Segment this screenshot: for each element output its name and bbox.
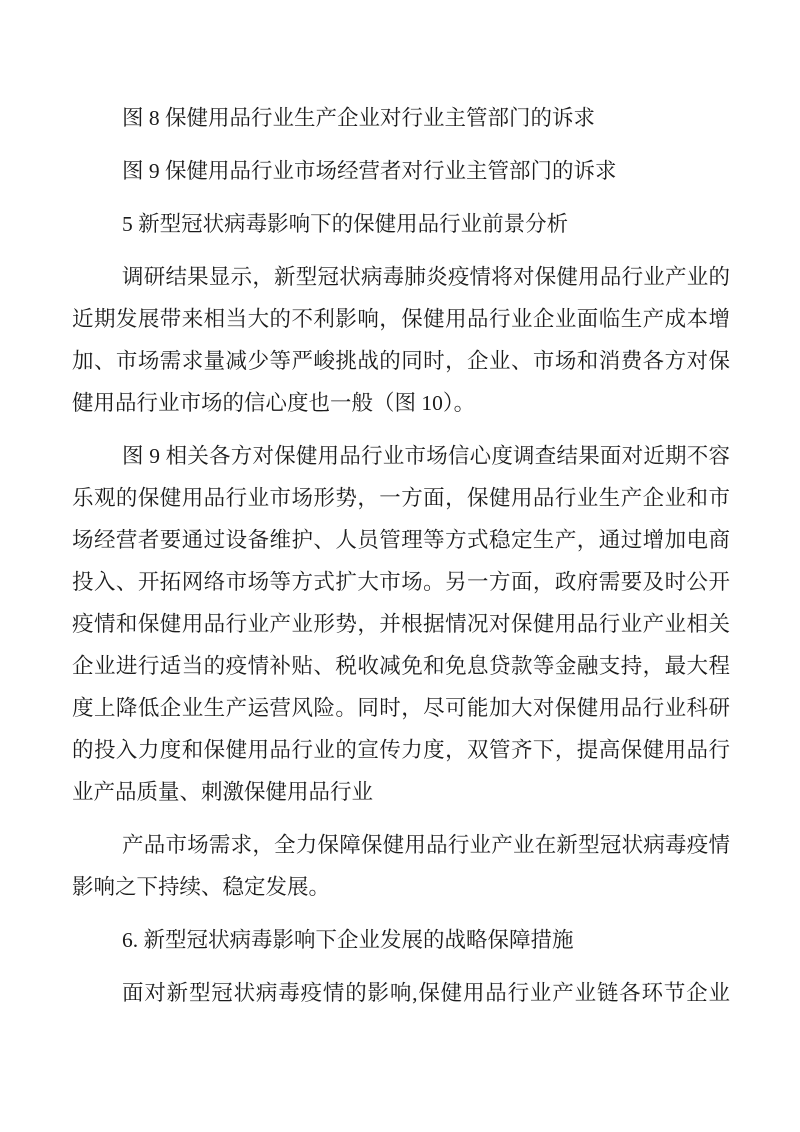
text-line: 的投入力度和保健用品行业的宣传力度，双管齐下，提高保健用品行 (72, 738, 730, 762)
paragraph-market-confidence (72, 435, 730, 813)
text-line: 6. 新型冠状病毒影响下企业发展的战略保障措施 (122, 928, 574, 952)
text-line: 加、市场需求量减少等严峻挑战的同时，企业、市场和消费各方对保 (72, 349, 730, 373)
text-line: 健用品行业市场的信心度也一般（图 10）。 (72, 391, 476, 415)
text-line: 投入、开拓网络市场等方式扩大市场。另一方面，政府需要及时公开 (72, 570, 730, 594)
text-line: 业产品质量、刺激保健用品行业 (72, 780, 374, 804)
section-heading-5 (72, 203, 730, 245)
figure-caption-8 (72, 97, 730, 139)
paragraph-product-demand (72, 824, 730, 908)
text-line: 度上降低企业生产运营风险。同时，尽可能加大对保健用品行业科研 (72, 696, 730, 720)
text-line: 影响之下持续、稳定发展。 (72, 875, 331, 899)
text-line: 图 8 保健用品行业生产企业对行业主管部门的诉求 (122, 106, 596, 130)
text-line: 调研结果显示，新型冠状病毒肺炎疫情将对保健用品行业产业的 (122, 265, 730, 289)
text-line: 5 新型冠状病毒影响下的保健用品行业前景分析 (122, 212, 569, 236)
text-line: 近期发展带来相当大的不利影响，保健用品行业企业面临生产成本增 (72, 307, 730, 331)
text-line: 场经营者要通过设备维护、人员管理等方式稳定生产，通过增加电商 (72, 528, 730, 552)
paragraph-survey-results (72, 256, 730, 424)
text-line: 疫情和保健用品行业产业形势，并根据情况对保健用品行业产业相关 (72, 612, 730, 636)
text-line: 产品市场需求，全力保障保健用品行业产业在新型冠状病毒疫情 (122, 833, 730, 857)
text-line: 面对新型冠状病毒疫情的影响,保健用品行业产业链各环节企业 (122, 981, 730, 1005)
text-line: 乐观的保健用品行业市场形势，一方面，保健用品行业生产企业和市 (72, 486, 730, 510)
paragraph-facing-impact (72, 972, 730, 1014)
text-line: 企业进行适当的疫情补贴、税收减免和免息贷款等金融支持，最大程 (72, 654, 730, 678)
section-heading-6 (72, 919, 730, 961)
text-line: 图 9 保健用品行业市场经营者对行业主管部门的诉求 (122, 159, 617, 183)
figure-caption-9 (72, 150, 730, 192)
text-line: 图 9 相关各方对保健用品行业市场信心度调查结果面对近期不容 (122, 444, 730, 468)
